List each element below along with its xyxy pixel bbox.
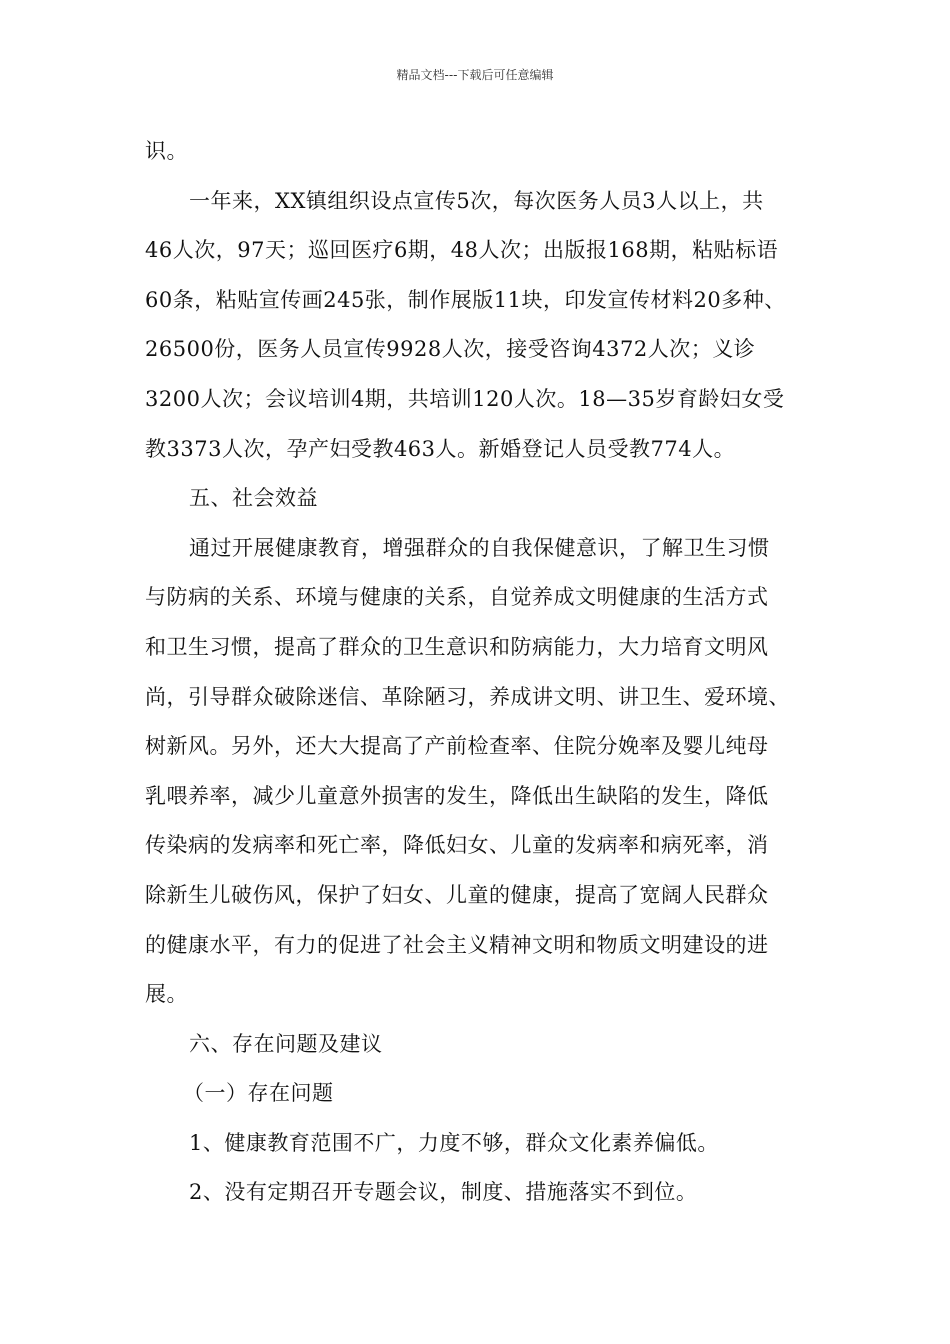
text-line: 树新风。另外，还大大提高了产前检查率、住院分娩率及婴儿纯母: [145, 734, 769, 759]
text-line: 和卫生习惯，提高了群众的卫生意识和防病能力，大力培育文明风: [145, 634, 769, 659]
text-line: 尚，引导群众破除迷信、革除陋习，养成讲文明、讲卫生、爱环境、: [145, 684, 790, 709]
page-header: 精品文档---下载后可任意编辑: [396, 68, 554, 82]
text-line: 传染病的发病率和死亡率，降低妇女、儿童的发病率和病死率，消: [145, 833, 769, 858]
text-line: 26500份，医务人员宣传9928人次，接受咨询4372人次；义诊: [145, 337, 756, 362]
text-line: 教3373人次，孕产妇受教463人。新婚登记人员受教774人。: [145, 436, 736, 461]
section-heading: 六、存在问题及建议: [189, 1031, 383, 1056]
document-body: [145, 127, 825, 1218]
text-line: 除新生儿破伤风，保护了妇女、儿童的健康，提高了宽阔人民群众: [145, 882, 769, 907]
text-line: 3200人次；会议培训4期，共培训120人次。18—35岁育龄妇女受: [145, 386, 785, 411]
text-line: 通过开展健康教育，增强群众的自我保健意识，了解卫生习惯: [189, 535, 770, 560]
text-line: 46人次，97天；巡回医疗6期，48人次；出版报168期，粘贴标语: [145, 238, 779, 263]
list-item: 1、健康教育范围不广，力度不够，群众文化素养偏低。: [189, 1130, 719, 1155]
text-line: 的健康水平，有力的促进了社会主义精神文明和物质文明建设的进: [145, 932, 769, 957]
text-line: 与防病的关系、环境与健康的关系，自觉养成文明健康的生活方式: [145, 585, 769, 610]
text-line: 识。: [145, 139, 188, 163]
text-line: 展。: [145, 982, 188, 1007]
list-item: 2、没有定期召开专题会议，制度、措施落实不到位。: [189, 1180, 698, 1205]
section-heading: 五、社会效益: [189, 486, 318, 511]
text-line: 60条，粘贴宣传画245张，制作展版11块，印发宣传材料20多种、: [145, 287, 786, 312]
text-line: 一年来，XX镇组织设点宣传5次，每次医务人员3人以上，共: [189, 188, 764, 213]
text-line: 乳喂养率，减少儿童意外损害的发生，降低出生缺陷的发生，降低: [145, 783, 769, 808]
subsection-heading: （一）存在问题: [183, 1081, 334, 1106]
